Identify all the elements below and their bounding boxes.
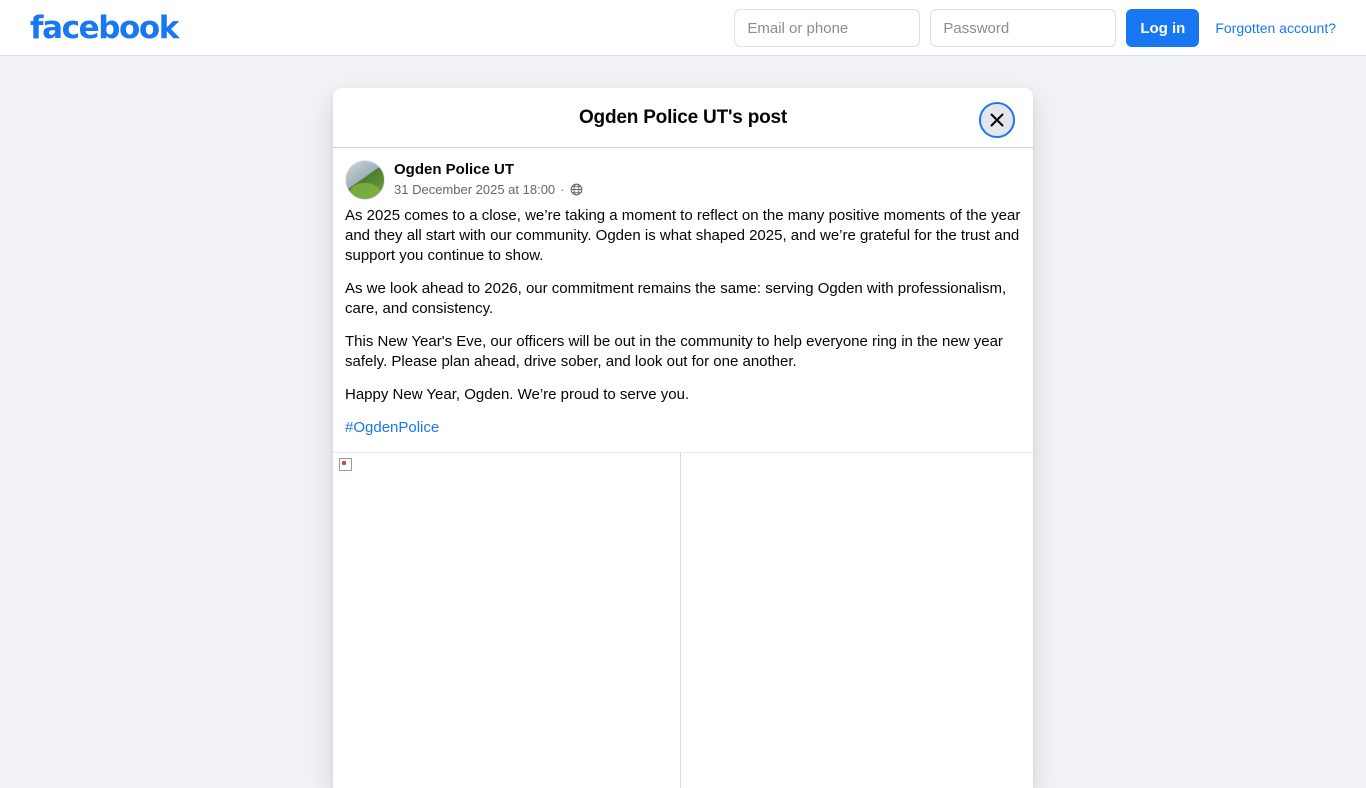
post-paragraph: This New Year's Eve, our officers will be out in the community to help everyone ring in the new year safely. Please plan ahead, drive sober, and look out for one another. — [345, 333, 1003, 370]
post-timestamp[interactable]: 31 December 2025 at 18:00 — [394, 182, 556, 197]
post-meta — [394, 182, 583, 197]
post-image-left[interactable] — [333, 453, 681, 788]
post-paragraph: As we look ahead to 2026, our commitment remains the same: serving Ogden with professionalism, care, and consistency. — [345, 280, 1007, 317]
broken-image-icon — [339, 458, 352, 471]
author-block — [394, 160, 583, 197]
globe-icon — [570, 183, 583, 196]
top-navigation-bar — [0, 0, 1366, 56]
post-media-grid — [333, 452, 1033, 788]
post-dialog — [333, 88, 1033, 788]
forgotten-account-link[interactable]: Forgotten account? — [1215, 20, 1336, 36]
post-text — [345, 206, 1021, 438]
meta-separator: · — [560, 182, 565, 197]
close-button[interactable] — [979, 102, 1015, 138]
post-content — [333, 148, 1033, 438]
post-author-row — [345, 160, 1021, 206]
log-in-button[interactable]: Log in — [1126, 9, 1199, 47]
post-paragraph: Happy New Year, Ogden. We’re proud to serve you. — [345, 386, 690, 403]
email-or-phone-input[interactable] — [734, 9, 920, 47]
post-image-right[interactable] — [681, 453, 1033, 788]
close-icon — [989, 112, 1005, 128]
author-name[interactable]: Ogden Police UT — [394, 161, 515, 178]
login-form — [734, 9, 1336, 47]
hashtag-link[interactable]: #OgdenPolice — [345, 419, 440, 436]
dialog-title: Ogden Police UT's post — [578, 106, 788, 128]
password-input[interactable] — [930, 9, 1116, 47]
post-paragraph: As 2025 comes to a close, we’re taking a moment to reflect on the many positive moments of the year and they all start with our community. Ogden is what shaped 2025, and we’re grateful for the trust and support you continue to show. — [345, 207, 1021, 264]
dialog-header — [333, 88, 1033, 148]
avatar[interactable] — [345, 160, 385, 200]
facebook-logo[interactable]: facebook — [30, 10, 179, 46]
